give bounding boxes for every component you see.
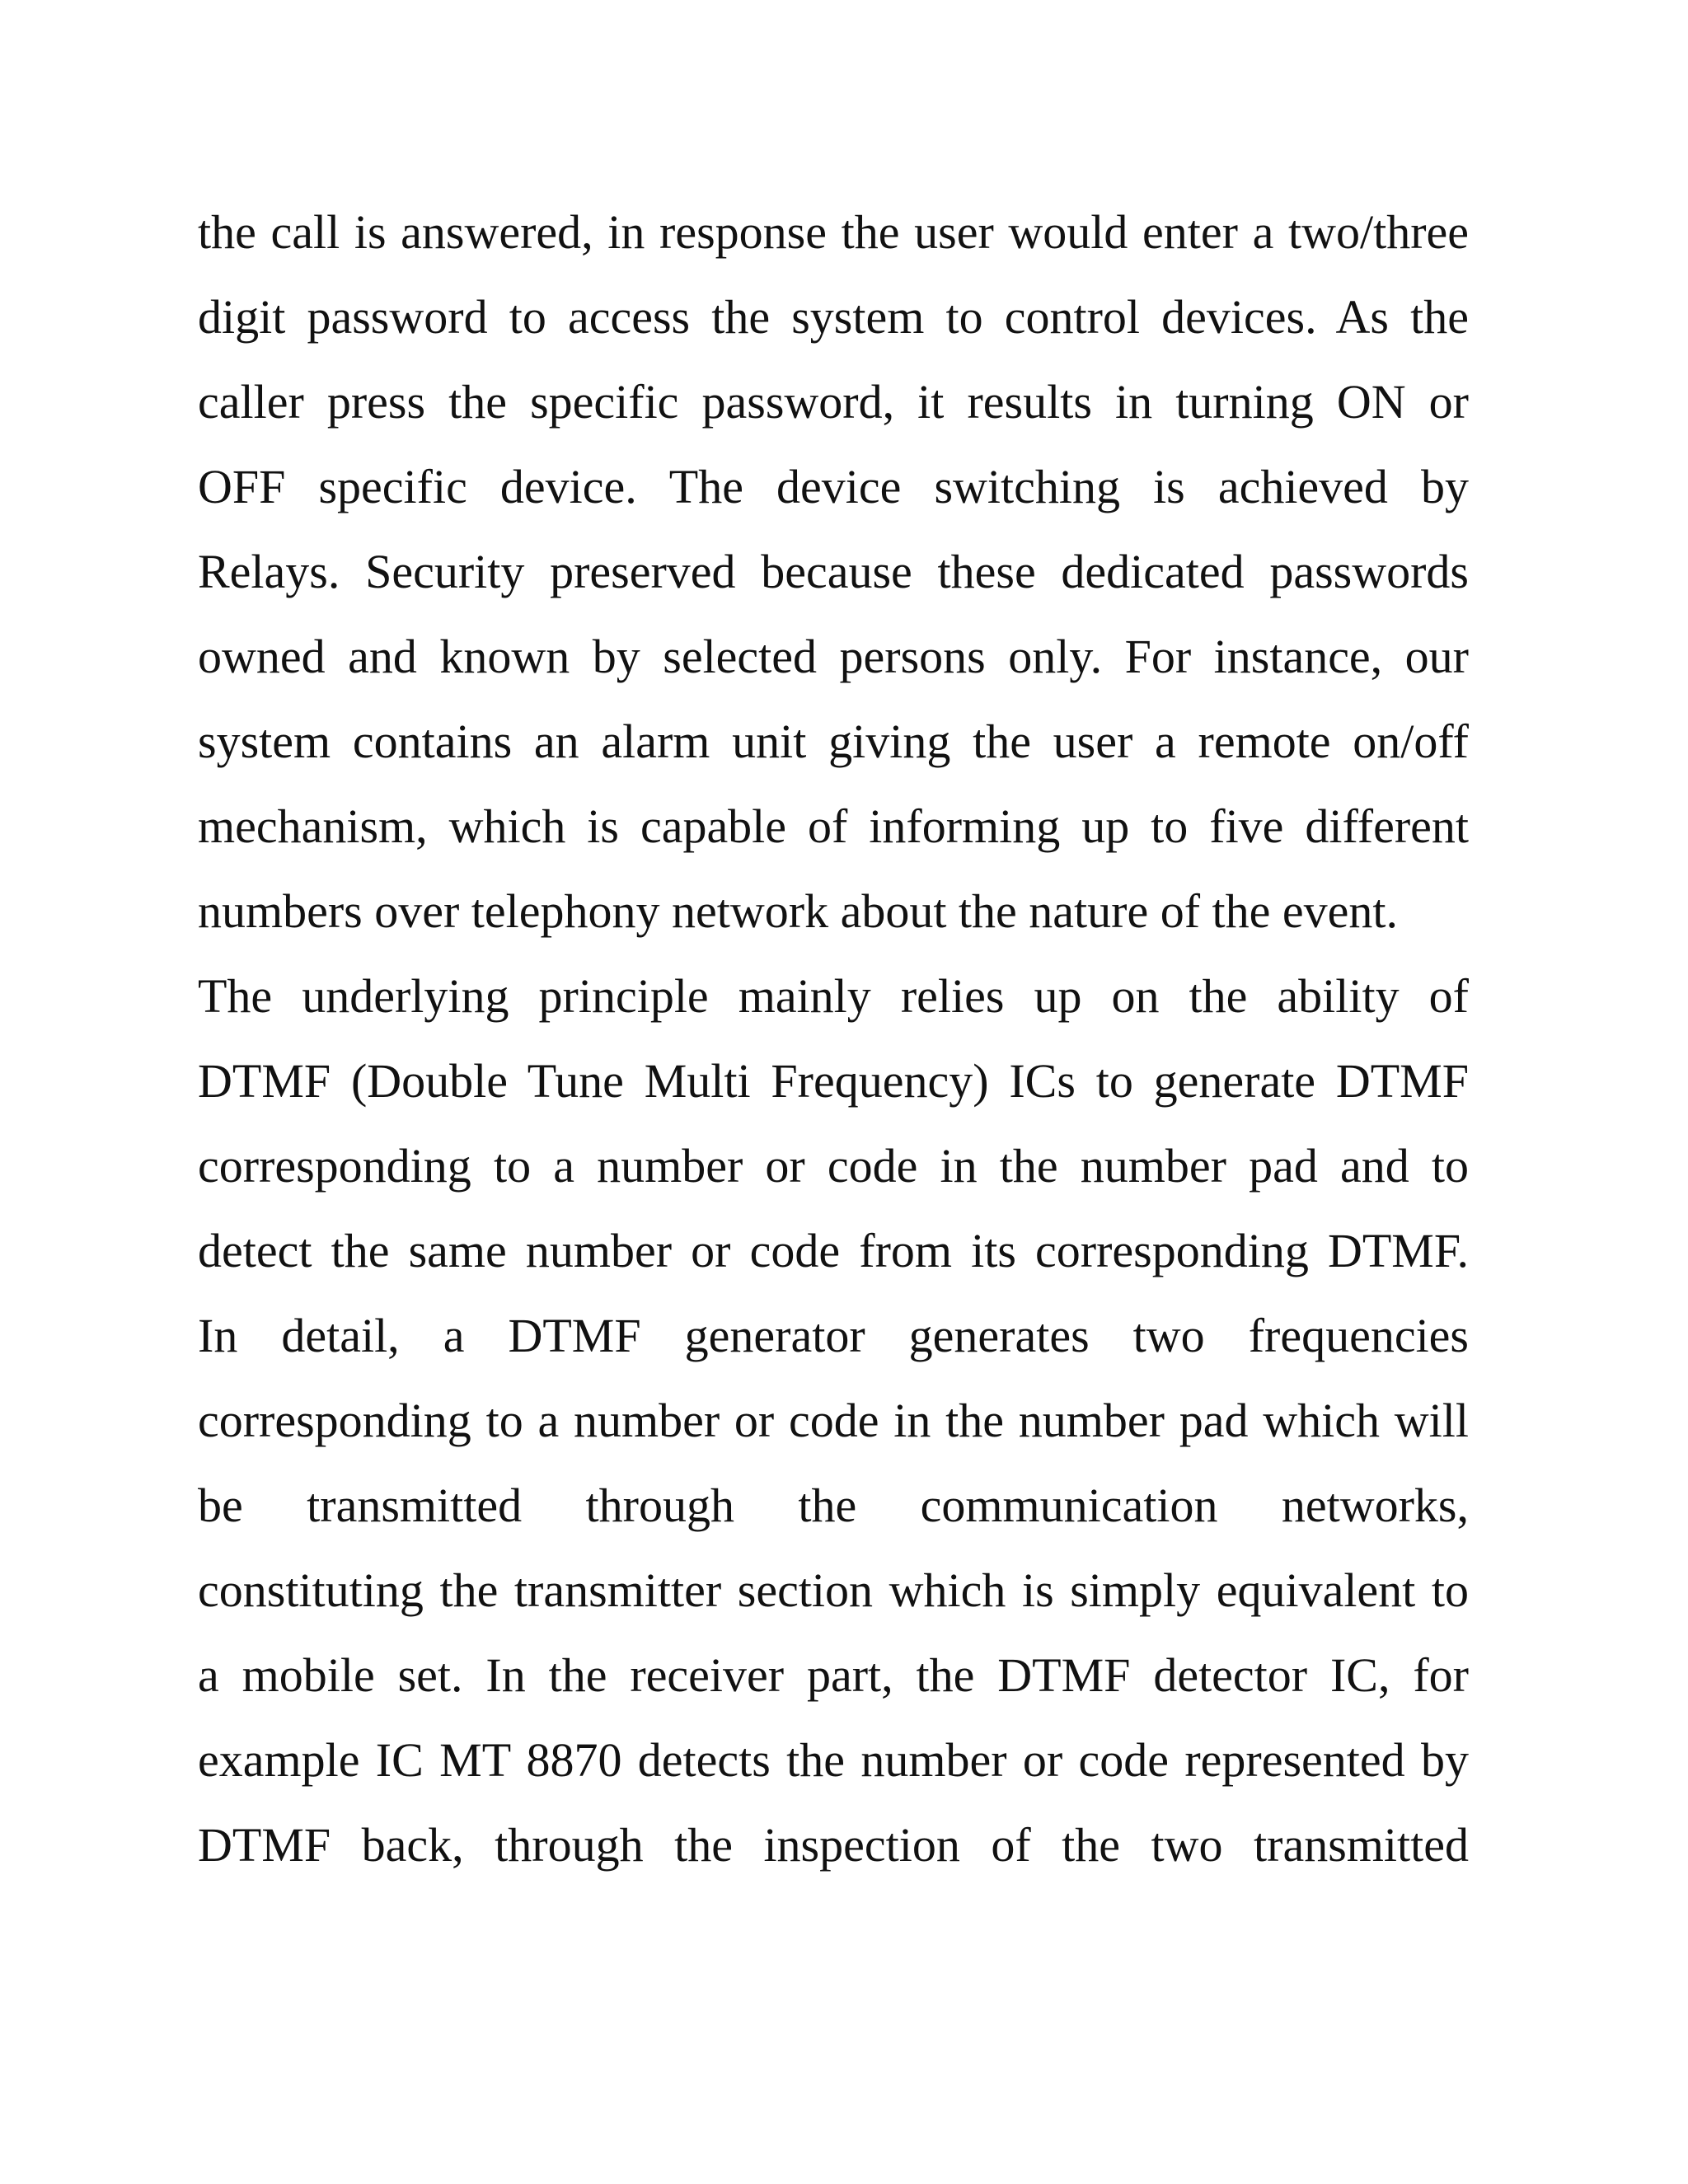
text-line: detect the same number or code from its corresponding DTMF. — [198, 1224, 1469, 1277]
text-line: OFF specific device. The device switching is achieved by — [198, 460, 1469, 513]
text-line: example IC MT 8870 detects the number or code represented by — [198, 1733, 1469, 1787]
text-line: corresponding to a number or code in the number pad which will — [198, 1394, 1469, 1447]
text-line: constituting the transmitter section which is simply equivalent to — [198, 1563, 1469, 1617]
text-line: system contains an alarm unit giving the user a remote on/off — [198, 715, 1469, 768]
text-line: In detail, a DTMF generator generates two frequencies — [198, 1309, 1469, 1362]
text-line: the call is answered, in response the user would enter a two/three — [198, 205, 1469, 259]
text-line: caller press the specific password, it results in turning ON or — [198, 375, 1469, 429]
text-line: corresponding to a number or code in the number pad and to — [198, 1139, 1469, 1193]
body-text — [198, 190, 1469, 1887]
text-line: The underlying principle mainly relies up on the ability of — [198, 969, 1469, 1023]
text-line: DTMF (Double Tune Multi Frequency) ICs to generate DTMF — [198, 1054, 1469, 1108]
text-line: be transmitted through the communication networks, — [198, 1479, 1469, 1532]
text-line: a mobile set. In the receiver part, the DTMF detector IC, for — [198, 1648, 1469, 1702]
text-line: Relays. Security preserved because these dedicated passwords — [198, 545, 1469, 598]
text-line: digit password to access the system to control devices. As the — [198, 290, 1469, 344]
text-line: numbers over telephony network about the nature of the event. — [198, 884, 1398, 938]
text-line: DTMF back, through the inspection of the two transmitted — [198, 1818, 1469, 1872]
text-line: mechanism, which is capable of informing up to five different — [198, 799, 1469, 853]
text-line: owned and known by selected persons only. For instance, our — [198, 630, 1469, 683]
